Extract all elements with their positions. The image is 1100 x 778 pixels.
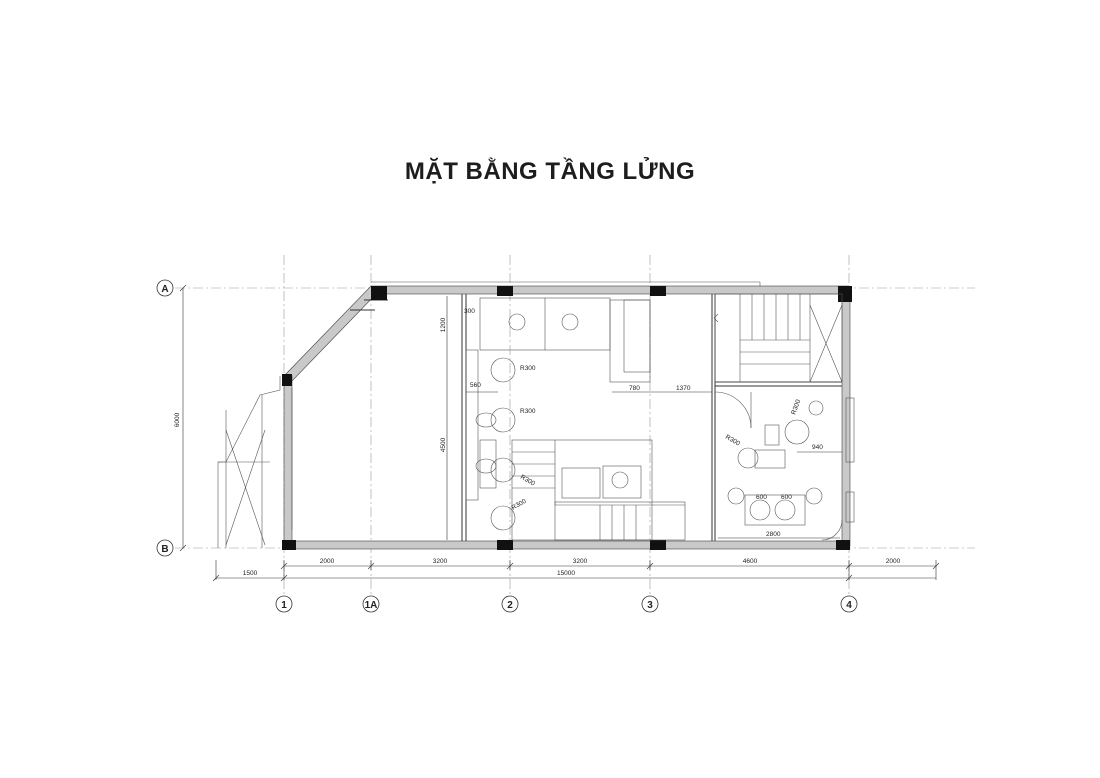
staircase-upper <box>714 294 842 382</box>
dim-600-b: 600 <box>781 494 792 501</box>
interior-partitions <box>292 294 842 541</box>
axis-col-2: 2 <box>507 600 513 611</box>
radius-1: R300 <box>520 365 536 372</box>
interior-dimensions <box>440 296 842 540</box>
dim-780: 780 <box>629 385 640 392</box>
dim-bottom-4: 3200 <box>572 558 588 565</box>
drawing-title: MẶT BẰNG TẦNG LỬNG <box>404 158 696 185</box>
dim-bottom-6: 2000 <box>885 558 901 565</box>
dim-bottom-1: 1500 <box>242 570 258 577</box>
dim-600-a: 600 <box>756 494 767 501</box>
structural-columns <box>282 286 852 550</box>
dim-560: 560 <box>470 382 481 389</box>
radius-6: R300 <box>790 398 803 416</box>
dim-4500: 4500 <box>440 437 447 453</box>
axis-col-3: 3 <box>647 600 653 611</box>
radius-2: R300 <box>520 408 536 415</box>
axis-row-a: A <box>161 284 169 295</box>
dim-bottom-2: 2000 <box>319 558 335 565</box>
dim-1200: 1200 <box>440 317 447 333</box>
dim-bottom-total: 15000 <box>556 570 576 577</box>
dim-bottom-5: 4600 <box>742 558 758 565</box>
axis-col-1a: 1A <box>364 600 378 611</box>
dim-left-total: 6000 <box>174 412 181 428</box>
dim-1370: 1370 <box>676 385 691 392</box>
axis-col-4: 4 <box>846 600 852 611</box>
axis-col-1: 1 <box>281 600 287 611</box>
radius-4: R300 <box>510 497 528 512</box>
axis-row-b: B <box>161 544 169 555</box>
radius-3: R300 <box>519 473 536 488</box>
dim-bottom-3: 3200 <box>432 558 448 565</box>
dim-2800: 2800 <box>766 531 781 538</box>
radius-5: R300 <box>724 433 741 448</box>
staircase-lower <box>512 440 685 540</box>
dim-940: 940 <box>812 444 823 451</box>
exterior-walls <box>218 282 850 549</box>
bottom-dimensions <box>213 558 939 581</box>
dim-300: 300 <box>464 308 475 315</box>
left-dimension <box>174 285 186 551</box>
